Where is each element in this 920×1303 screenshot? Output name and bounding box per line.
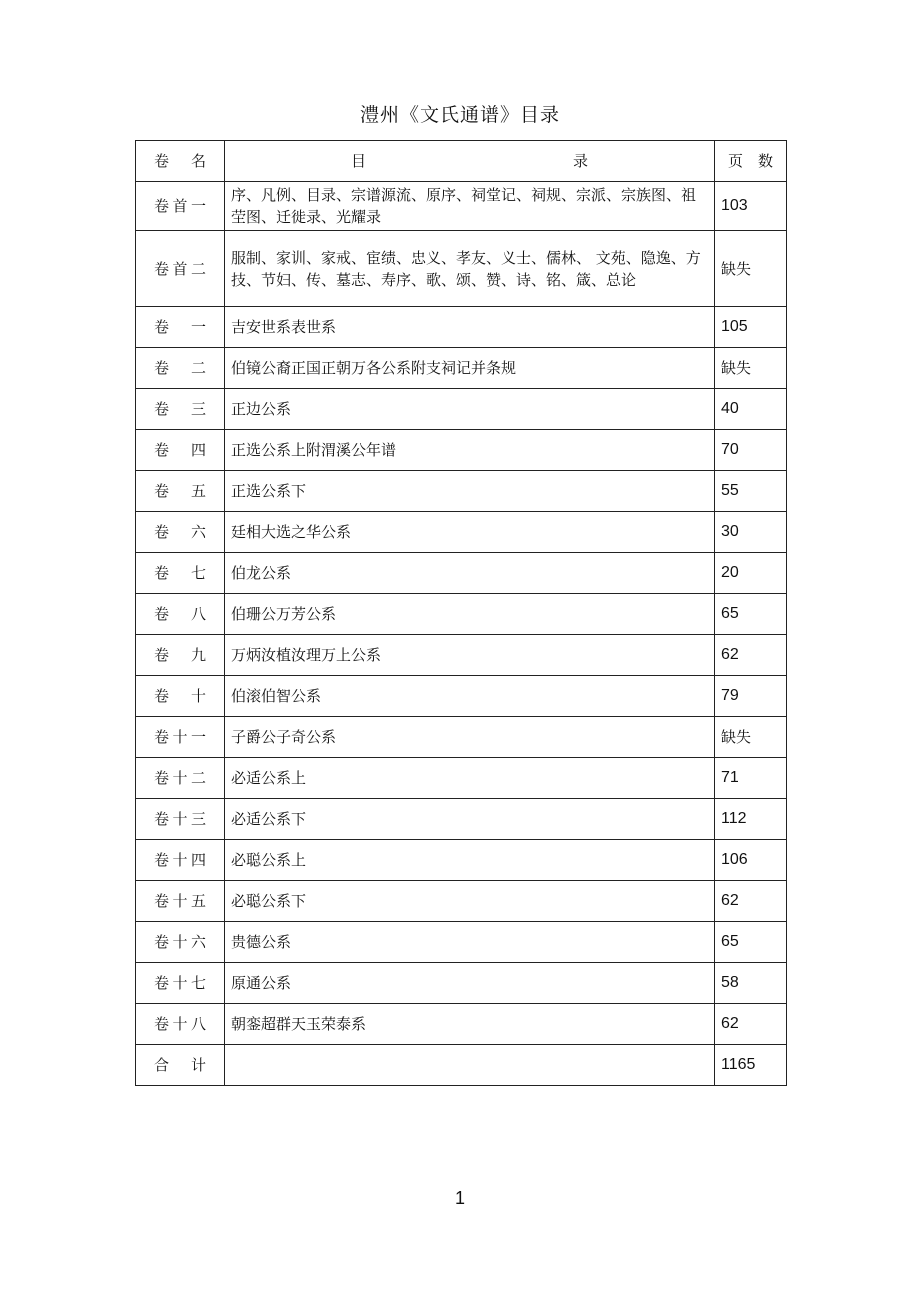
header-volume: 卷 名 [136,141,225,182]
pages-cell: 30 [715,512,787,553]
document-title: 澧州《文氏通谱》目录 [359,104,560,126]
pages-cell: 106 [715,840,787,881]
pages-cell: 55 [715,471,787,512]
volume-cell: 卷十二 [136,758,225,799]
contents-cell: 朝銮超群天玉荣泰系 [225,1004,715,1045]
pages-cell: 70 [715,430,787,471]
volume-cell: 卷三 [136,389,225,430]
volume-cell: 卷首一 [136,182,225,231]
contents-cell: 序、凡例、目录、宗谱源流、原序、祠堂记、祠规、宗派、宗族图、祖茔图、迁徙录、光耀录 [225,182,715,231]
table-row [136,963,787,1004]
pages-cell: 58 [715,963,787,1004]
contents-cell [225,1045,715,1086]
pages-cell: 缺失 [715,348,787,389]
volume-cell: 卷一 [136,307,225,348]
table-row [136,348,787,389]
pages-cell: 1165 [715,1045,787,1086]
pages-cell: 65 [715,594,787,635]
table-row [136,389,787,430]
volume-cell: 卷七 [136,553,225,594]
table-row [136,635,787,676]
table-row [136,799,787,840]
table-row [136,594,787,635]
contents-cell: 正选公系上附渭溪公年谱 [225,430,715,471]
contents-cell: 原通公系 [225,963,715,1004]
contents-cell: 必聪公系下 [225,881,715,922]
volume-cell: 卷十三 [136,799,225,840]
table-row [136,881,787,922]
header-pages: 页 数 [715,141,787,182]
table-row [136,1045,787,1086]
header-contents-char-1: 目 [351,152,367,170]
pages-cell: 79 [715,676,787,717]
volume-cell: 卷五 [136,471,225,512]
table-row [136,553,787,594]
header-contents [225,141,715,182]
volume-cell: 卷十 [136,676,225,717]
pages-cell: 103 [715,182,787,231]
pages-cell: 20 [715,553,787,594]
table-row [136,430,787,471]
page-number: 1 [454,1188,465,1208]
contents-cell: 贵德公系 [225,922,715,963]
volume-cell: 卷九 [136,635,225,676]
table-row [136,471,787,512]
pages-cell: 105 [715,307,787,348]
volume-cell: 卷二 [136,348,225,389]
table-header-row [136,141,787,182]
table-row [136,512,787,553]
contents-cell: 伯珊公万芳公系 [225,594,715,635]
volume-cell: 卷十六 [136,922,225,963]
pages-cell: 62 [715,1004,787,1045]
pages-cell: 62 [715,635,787,676]
volume-cell: 卷十五 [136,881,225,922]
table-row [136,231,787,307]
contents-cell: 必聪公系上 [225,840,715,881]
table-row [136,1004,787,1045]
volume-cell: 卷六 [136,512,225,553]
table-row [136,758,787,799]
table-row [136,840,787,881]
volume-cell: 卷八 [136,594,225,635]
volume-cell: 卷十八 [136,1004,225,1045]
volume-cell: 合计 [136,1045,225,1086]
pages-cell: 40 [715,389,787,430]
contents-cell: 廷相大选之华公系 [225,512,715,553]
contents-cell: 子爵公子奇公系 [225,717,715,758]
table-row [136,676,787,717]
header-contents-char-2: 录 [572,152,588,170]
contents-cell: 吉安世系表世系 [225,307,715,348]
table-row [136,922,787,963]
volume-cell: 卷首二 [136,231,225,307]
pages-cell: 65 [715,922,787,963]
contents-cell: 伯镜公裔正国正朝万各公系附支祠记并条规 [225,348,715,389]
volume-cell: 卷四 [136,430,225,471]
pages-cell: 112 [715,799,787,840]
contents-table [135,140,787,1086]
table-row [136,182,787,231]
contents-cell: 万炳汝植汝理万上公系 [225,635,715,676]
table-row [136,717,787,758]
pages-cell: 缺失 [715,717,787,758]
pages-cell: 71 [715,758,787,799]
pages-cell: 62 [715,881,787,922]
volume-cell: 卷十一 [136,717,225,758]
contents-cell: 服制、家训、家戒、宦绩、忠义、孝友、义士、儒林、 文苑、隐逸、方技、节妇、传、墓志、寿序、歌、颂、赞、诗、铭、箴、总论 [225,231,715,307]
contents-cell: 必适公系上 [225,758,715,799]
contents-cell: 正选公系下 [225,471,715,512]
table-row [136,307,787,348]
pages-cell: 缺失 [715,231,787,307]
contents-cell: 正边公系 [225,389,715,430]
volume-cell: 卷十四 [136,840,225,881]
contents-cell: 伯龙公系 [225,553,715,594]
volume-cell: 卷十七 [136,963,225,1004]
contents-cell: 必适公系下 [225,799,715,840]
contents-cell: 伯滚伯智公系 [225,676,715,717]
